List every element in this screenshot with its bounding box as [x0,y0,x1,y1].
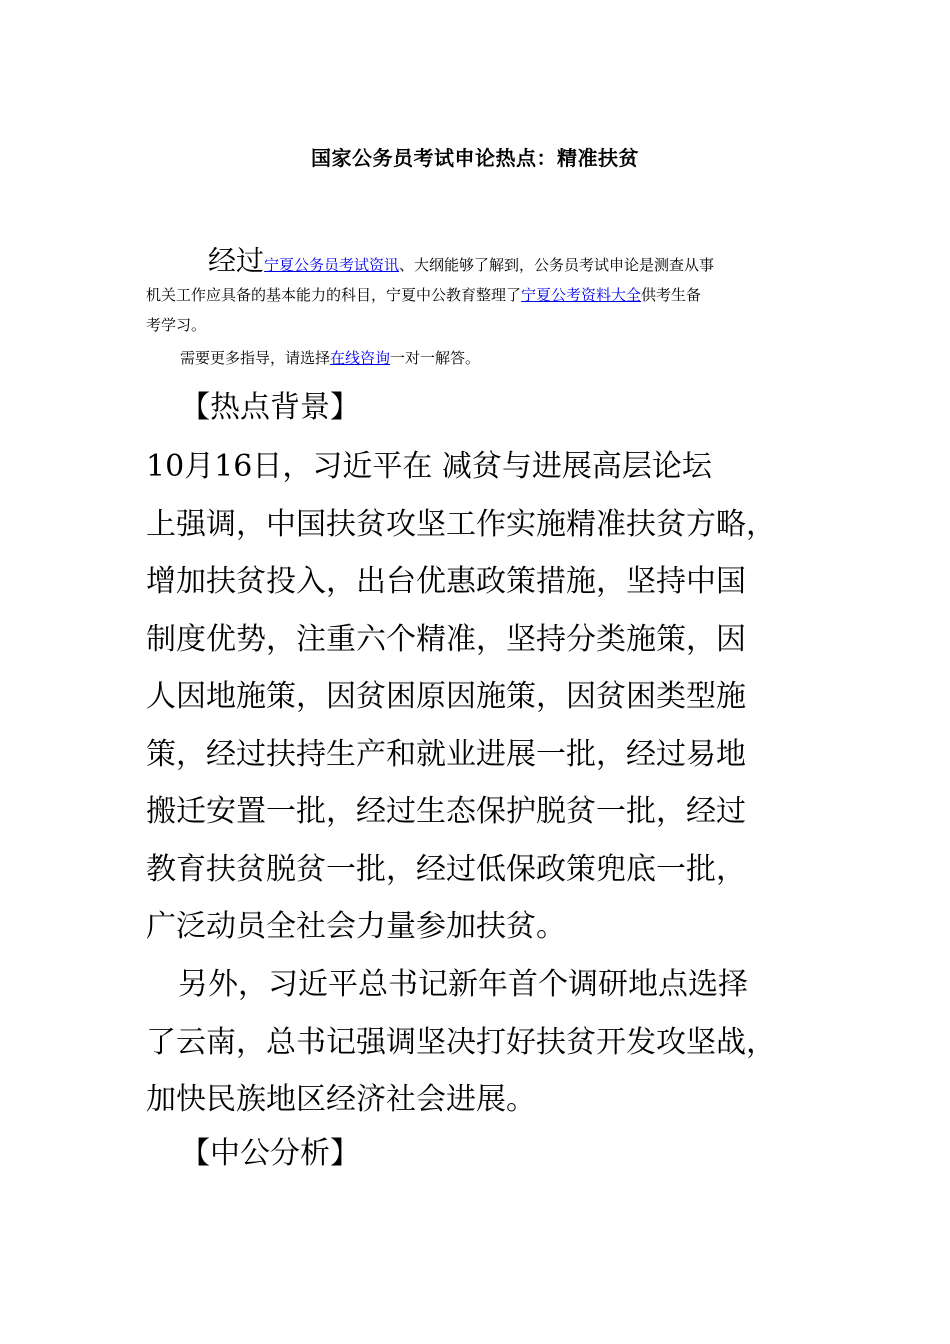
section-heading-analysis: 【中公分析】 [180,1136,360,1171]
section-heading-background: 【热点背景】 [180,390,360,425]
paragraph-line: 另外，习近平总书记新年首个调研地点选择 [178,967,748,1002]
paragraph-line: 10月16日，习近平在 减贫与进展高层论坛 [146,449,712,484]
paragraph-line: 策，经过扶持生产和就业进展一批，经过易地 [146,736,746,772]
paragraph-line: 加快民族地区经济社会进展。 [146,1082,536,1117]
background-paragraph-2 [146,956,816,1129]
intro-paragraph [146,246,806,340]
paragraph-line: 人因地施策，因贫困原因施策，因贫困类型施 [146,679,746,714]
background-paragraph-1 [146,438,816,956]
ningxia-materials-link[interactable]: 宁夏公考资料大全 [521,286,642,304]
intro-text-2: 机关工作应具备的基本能力的科目，宁夏中公教育整理了 [146,286,522,304]
intro-text-4: 考学习。 [146,316,207,334]
intro-text-1: 、大纲能够了解到，公务员考试申论是测查从事 [399,256,715,274]
paragraph-line: 了云南，总书记强调坚决打好扶贫开发攻坚战， [146,1024,776,1060]
ningxia-exam-news-link[interactable]: 宁夏公务员考试资讯 [264,256,400,274]
paragraph-line: 上强调，中国扶贫攻坚工作实施精准扶贫方略， [146,506,776,542]
document-title: 国家公务员考试申论热点：精准扶贫 [311,146,639,170]
online-consult-link[interactable]: 在线咨询 [330,349,391,367]
paragraph-line: 教育扶贫脱贫一批，经过低保政策兜底一批， [146,851,746,887]
consult-before: 需要更多指导，请选择 [180,349,331,367]
paragraph-line: 广泛动员全社会力量参加扶贫。 [146,909,566,944]
intro-lead-word: 经过 [208,244,265,277]
paragraph-line: 搬迁安置一批，经过生态保护脱贫一批，经过 [146,794,746,829]
paragraph-line: 制度优势，注重六个精准，坚持分类施策，因 [146,621,746,657]
consult-after: 一对一解答。 [390,349,481,367]
consult-line [180,345,480,371]
intro-text-3: 供考生备 [641,286,702,304]
paragraph-line: 增加扶贫投入，出台优惠政策措施，坚持中国 [146,564,746,599]
